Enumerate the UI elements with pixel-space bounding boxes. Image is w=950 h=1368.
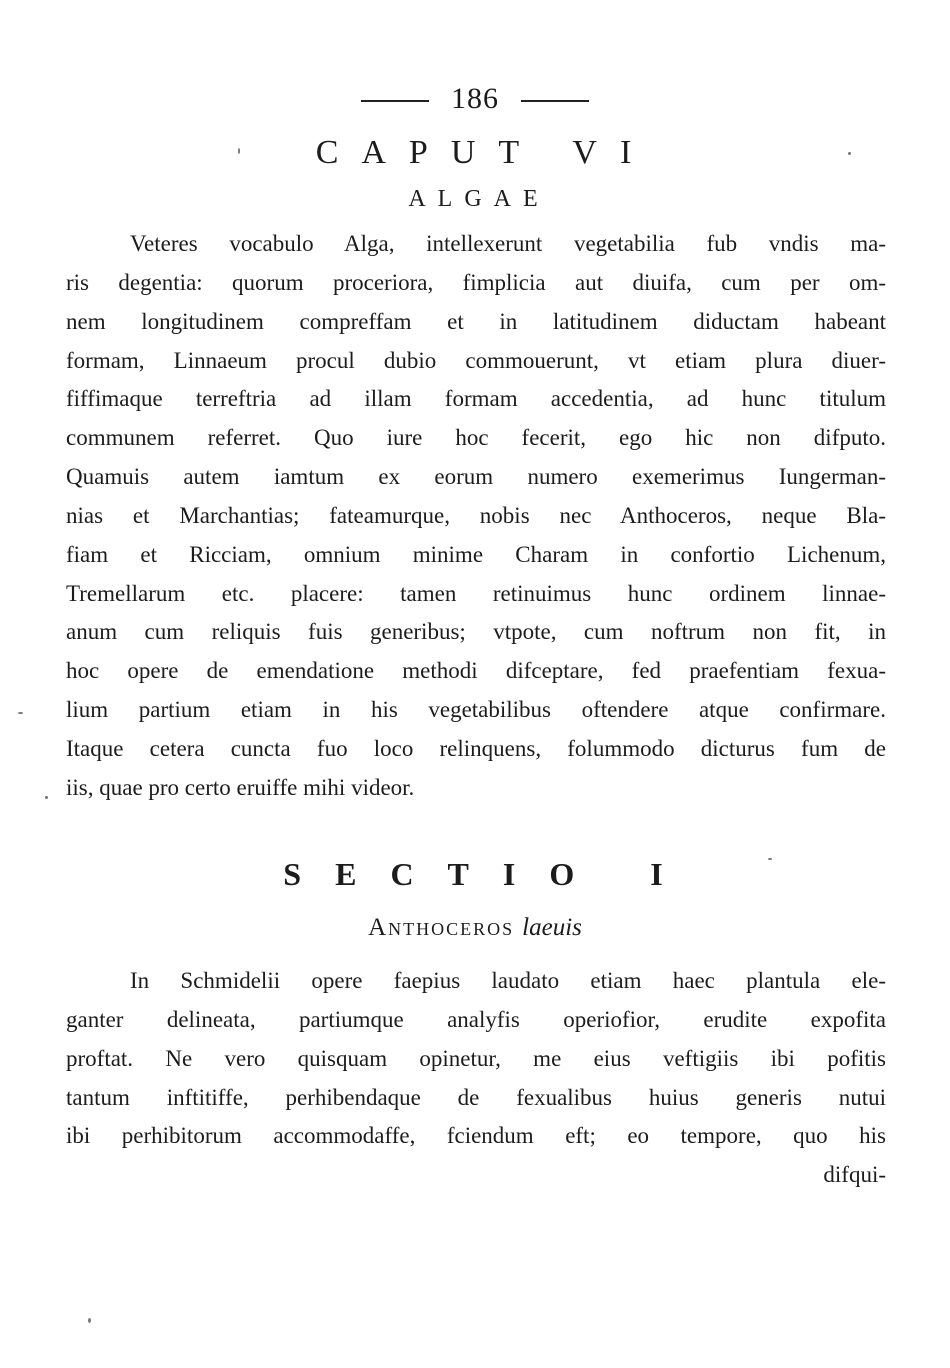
- text-line: nias et Marchantias; fateamurque, nobis nec Anthoceros, neque Bla-: [66, 502, 886, 528]
- paper-speck: [18, 712, 23, 714]
- paper-speck: [768, 858, 772, 860]
- section-subtitle: [0, 914, 950, 942]
- text-line: lium partium etiam in his vegetabilibus oftendere atque confirmare.: [66, 697, 886, 723]
- chapter-title: CAPUT VI: [315, 134, 655, 171]
- text-line: hoc opere de emendatione methodi difceptare, fed praefentiam fexua-: [66, 658, 886, 684]
- text-line: anum cum reliquis fuis generibus; vtpote, cum noftrum non fit, in: [66, 619, 886, 645]
- text-line: iis, quae pro certo eruiffe mihi videor.: [66, 774, 415, 800]
- header-rule-left: [361, 100, 429, 102]
- page-header: [0, 82, 950, 116]
- catchword: difqui-: [823, 1162, 886, 1188]
- species-name: laeuis: [522, 914, 582, 941]
- paper-speck: [88, 1318, 91, 1323]
- text-line: nem longitudinem compreffam et in latitudinem diductam habeant: [66, 308, 886, 334]
- page-number: 186: [451, 82, 499, 115]
- chapter-subtitle: ALGAE: [408, 186, 550, 212]
- text-line: fiam et Ricciam, omnium minime Charam in confortio Lichenum,: [66, 541, 886, 567]
- text-line: ganter delineata, partiumque analyfis operiofior, erudite expofita: [66, 1006, 886, 1032]
- text-line: formam, Linnaeum procul dubio commouerunt, vt etiam plura diuer-: [66, 347, 886, 373]
- text-line: In Schmidelii opere faepius laudato etiam haec plantula ele-: [130, 968, 886, 993]
- paper-speck: [238, 148, 240, 154]
- text-line: ibi perhibitorum accommodaffe, fciendum eft; eo tempore, quo his: [66, 1123, 886, 1149]
- paragraph-1: [66, 225, 886, 808]
- text-line: fiffimaque terreftria ad illam formam accedentia, ad hunc titulum: [66, 386, 886, 412]
- text-line: ris degentia: quorum proceriora, fimplicia aut diuifa, cum per om-: [66, 269, 886, 295]
- paper-speck: [848, 152, 851, 155]
- text-line: tantum inftitiffe, perhibendaque de fexualibus huius generis nutui: [66, 1084, 886, 1110]
- paper-speck: [45, 796, 48, 799]
- genus-name: Anthoceros: [368, 914, 515, 941]
- paragraph-2: [66, 962, 886, 1195]
- text-line: Quamuis autem iamtum ex eorum numero exemerimus Iungerman-: [66, 464, 886, 490]
- text-line: Veteres vocabulo Alga, intellexerunt vegetabilia fub vndis ma-: [130, 231, 886, 256]
- section-title: SECTIO I: [283, 856, 697, 892]
- header-rule-right: [521, 100, 589, 102]
- text-line: Itaque cetera cuncta fuo loco relinquens, folummodo dicturus fum de: [66, 735, 886, 761]
- text-line: proftat. Ne vero quisquam opinetur, me eius veftigiis ibi pofitis: [66, 1045, 886, 1071]
- text-line: Tremellarum etc. placere: tamen retinuimus hunc ordinem linnae-: [66, 580, 886, 606]
- text-line: communem referret. Quo iure hoc fecerit, ego hic non difputo.: [66, 425, 886, 451]
